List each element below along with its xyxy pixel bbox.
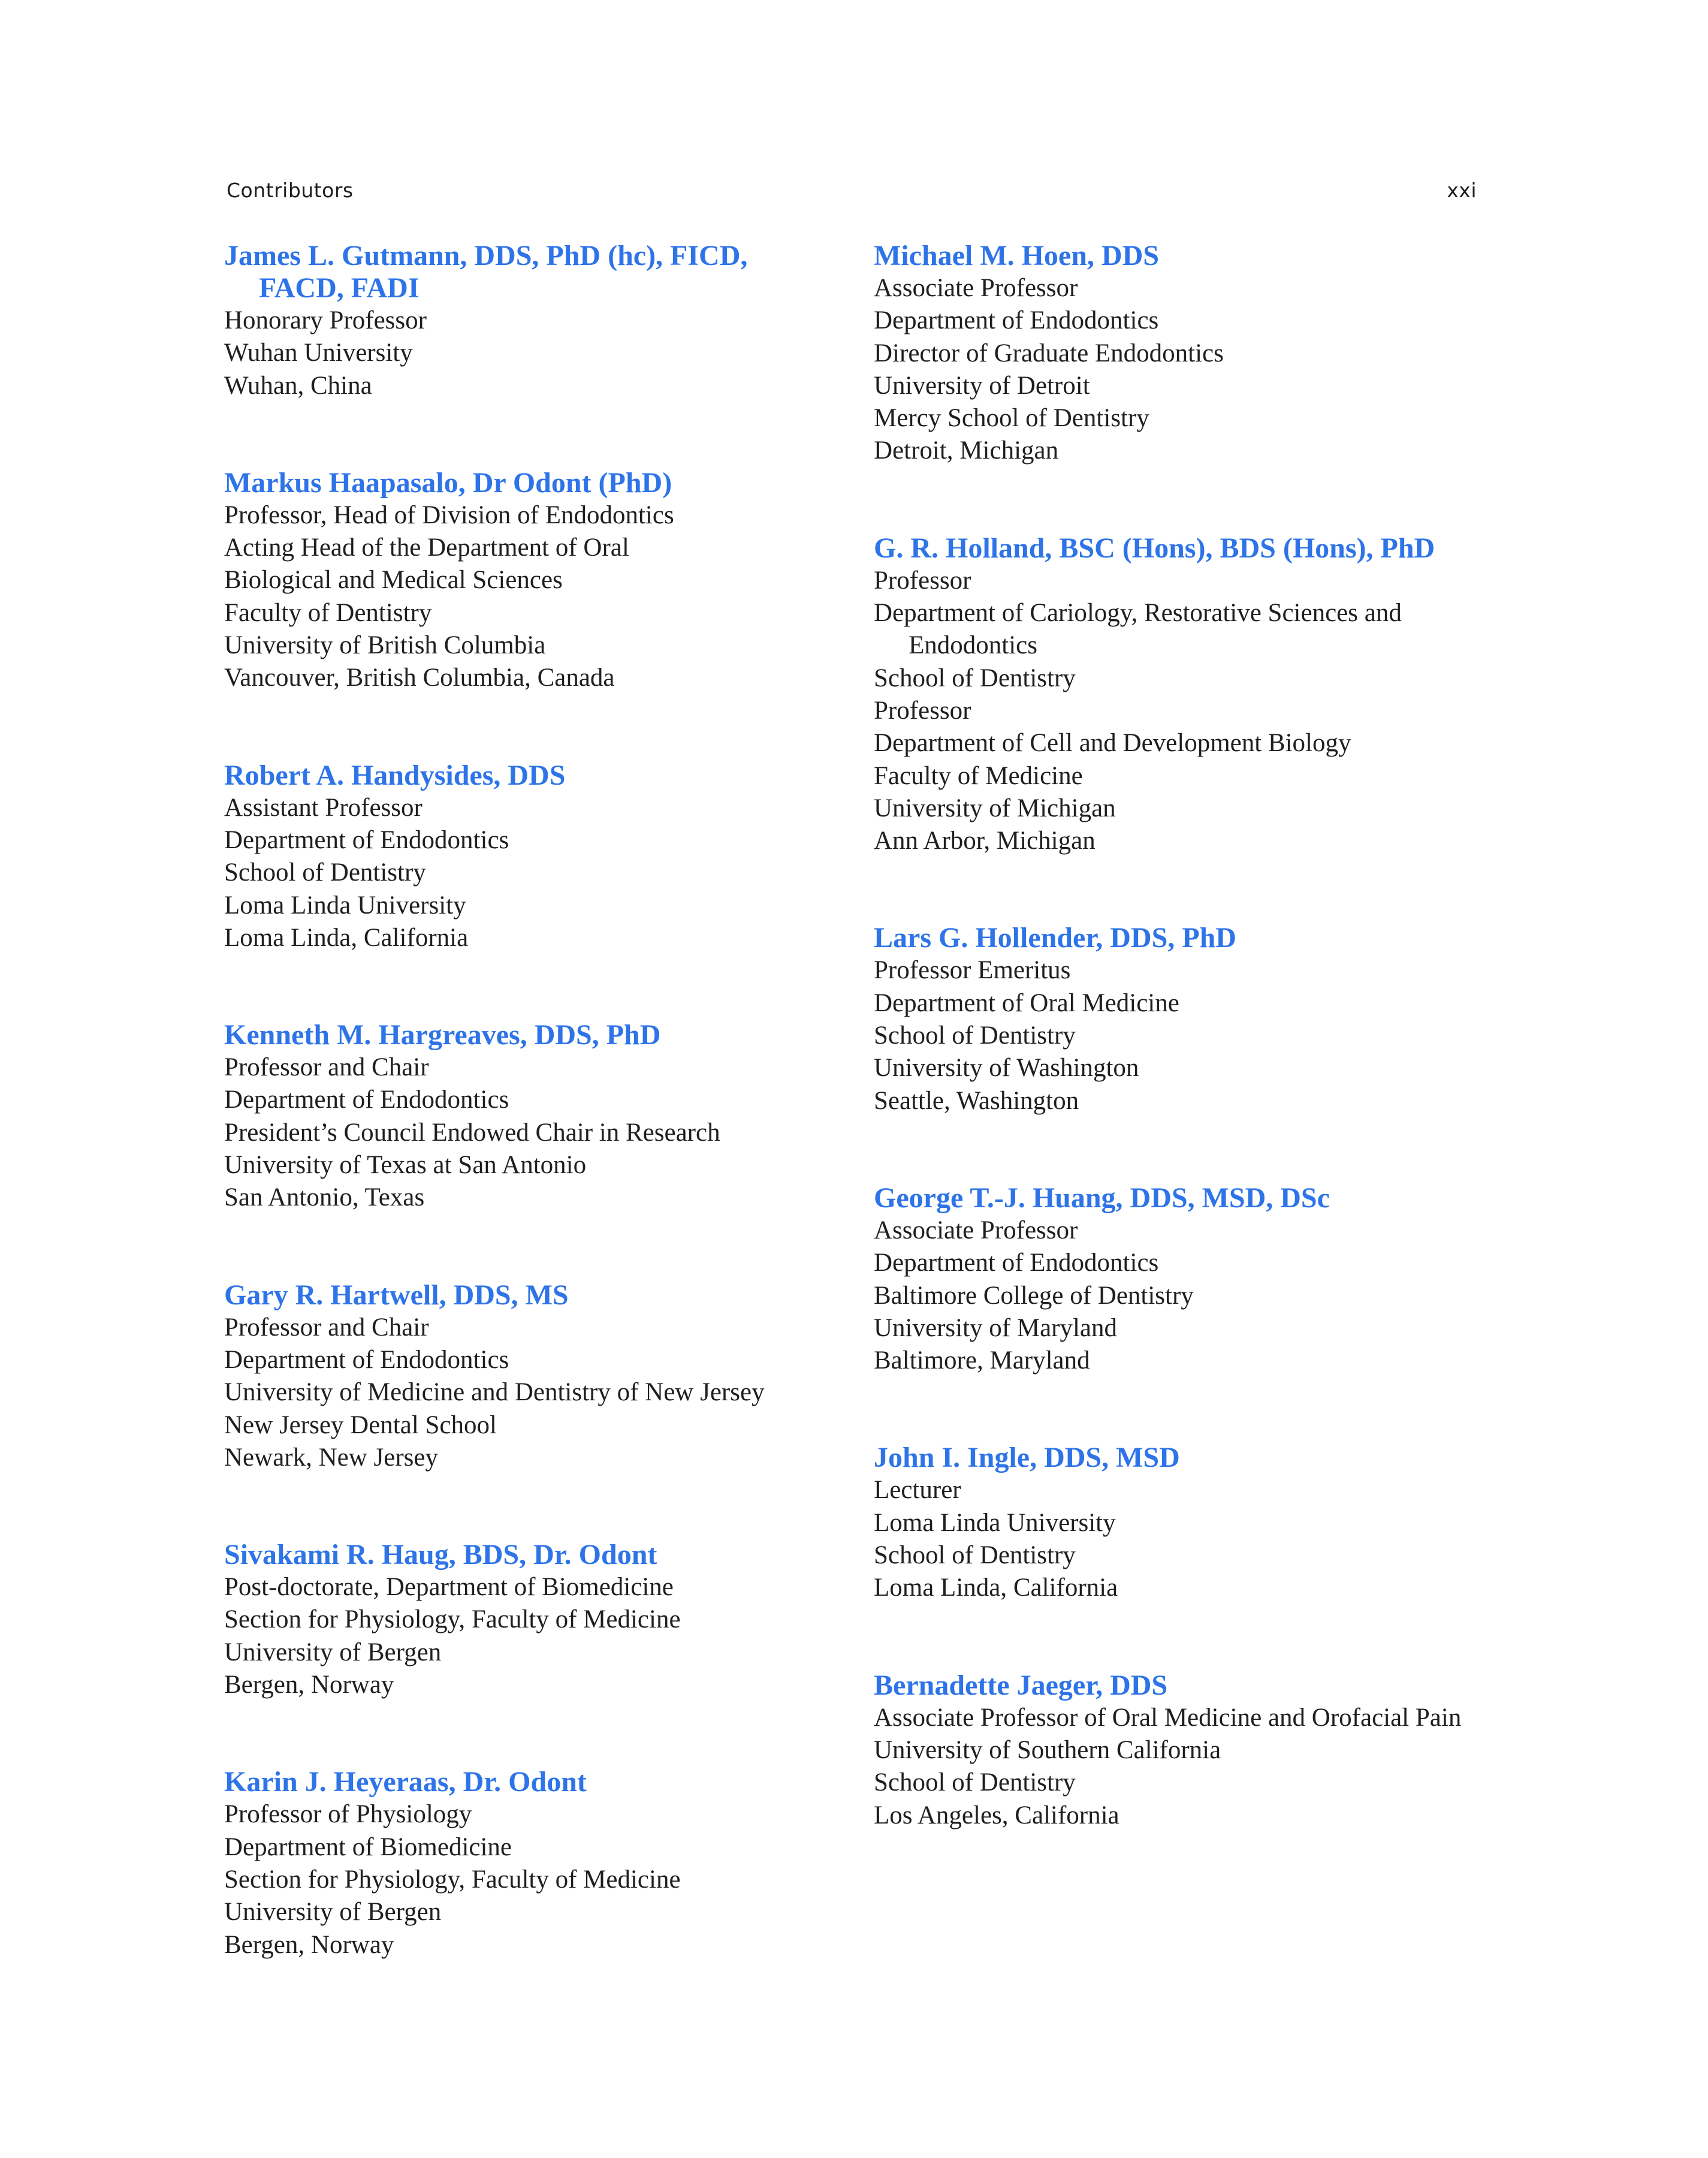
contributor-affiliation-line: Los Angeles, California [874, 1801, 1119, 1830]
contributor-affiliation-line: Professor [874, 696, 971, 725]
contributor-affiliation-line: Wuhan, China [224, 371, 372, 400]
page-number: xxi [1447, 179, 1477, 202]
contributor-affiliation-line: School of Dentistry [874, 1541, 1076, 1570]
contributor-entry [874, 532, 1509, 858]
contributor-affiliation-line: Professor Emeritus [874, 956, 1071, 985]
contributor-affiliation-line: Faculty of Dentistry [224, 598, 432, 627]
contributor-affiliation-line: Faculty of Medicine [874, 761, 1083, 790]
contributor-affiliation-line: Professor, Head of Division of Endodontics [224, 501, 674, 529]
contributor-affiliation-line: University of Michigan [874, 794, 1116, 822]
contributor-affiliation-line: Department of Oral Medicine [874, 988, 1179, 1017]
contributor-entry [224, 1279, 823, 1474]
contributor-affiliation-line: Department of Endodontics [224, 1345, 509, 1374]
contributor-affiliation-line: Loma Linda University [874, 1508, 1116, 1537]
contributor-affiliation-line: Associate Professor of Oral Medicine and Orofacial Pain [874, 1703, 1462, 1732]
contributor-affiliation-line: Professor [874, 566, 971, 595]
contributor-affiliation-line: San Antonio, Texas [224, 1183, 425, 1212]
contributor-affiliation-line: Loma Linda University [224, 891, 466, 920]
contributor-affiliation-line: Ann Arbor, Michigan [874, 827, 1096, 855]
contributor-entry [874, 1442, 1509, 1604]
contributor-affiliation-line: Bergen, Norway [224, 1671, 394, 1699]
contributors-left-column [224, 240, 823, 1961]
contributor-entry [874, 240, 1509, 468]
contributor-affiliation-line: New Jersey Dental School [224, 1410, 497, 1439]
contributor-affiliation-line: Professor of Physiology [224, 1800, 472, 1829]
contributor-name: Lars G. Hollender, DDS, PhD [874, 922, 1236, 954]
contributor-affiliation-line: Baltimore College of Dentistry [874, 1281, 1194, 1310]
contributor-affiliation-line: Vancouver, British Columbia, Canada [224, 664, 615, 692]
contributor-name: Gary R. Hartwell, DDS, MS [224, 1279, 569, 1311]
contributor-affiliation-line: Associate Professor [874, 1216, 1078, 1244]
contributor-affiliation-line: Department of Cell and Development Biology [874, 729, 1351, 758]
contributor-affiliation-line: Biological and Medical Sciences [224, 566, 563, 595]
contributor-affiliation-line: Loma Linda, California [224, 923, 469, 952]
contributor-affiliation-line: University of Bergen [224, 1638, 442, 1666]
contributor-affiliation-line: University of Detroit [874, 371, 1090, 400]
contributor-affiliation-line: Section for Physiology, Faculty of Medicine [224, 1605, 681, 1634]
contributor-affiliation-line: Lecturer [874, 1476, 961, 1505]
contributor-affiliation-line: School of Dentistry [224, 858, 426, 887]
contributor-name: Bernadette Jaeger, DDS [874, 1669, 1168, 1701]
contributor-affiliation-line: Director of Graduate Endodontics [874, 339, 1224, 367]
contributor-affiliation-line: University of Texas at San Antonio [224, 1151, 587, 1180]
contributor-affiliation-line: Section for Physiology, Faculty of Medicine [224, 1865, 681, 1894]
contributor-name: George T.-J. Huang, DDS, MSD, DSc [874, 1182, 1330, 1214]
contributor-affiliation-line: Detroit, Michigan [874, 436, 1059, 465]
contributor-affiliation-line: Department of Endodontics [874, 306, 1159, 335]
contributor-entry [224, 1019, 823, 1214]
contributor-affiliation-line: University of Washington [874, 1054, 1139, 1083]
contributor-name: Robert A. Handysides, DDS [224, 759, 566, 791]
contributor-affiliation-line: Department of Endodontics [224, 825, 509, 854]
contributor-affiliation-line: Wuhan University [224, 339, 413, 367]
contributor-affiliation-line: University of Maryland [874, 1313, 1118, 1342]
contributor-affiliation-line: Newark, New Jersey [224, 1443, 438, 1472]
contributor-entry [224, 467, 823, 695]
contributor-affiliation-line: Loma Linda, California [874, 1574, 1118, 1602]
contributor-name: Markus Haapasalo, Dr Odont (PhD) [224, 466, 672, 499]
contributor-affiliation-line: Baltimore, Maryland [874, 1346, 1090, 1375]
running-head-section: Contributors [227, 179, 354, 202]
contributor-affiliation-line: Honorary Professor [224, 306, 427, 334]
contributor-affiliation-line: Bergen, Norway [224, 1930, 394, 1959]
contributor-affiliation-line: School of Dentistry [874, 1768, 1076, 1797]
contributor-affiliation-line: Associate Professor [874, 274, 1078, 302]
contributor-entry [224, 1539, 823, 1701]
contributor-affiliation-line: Mercy School of Dentistry [874, 404, 1149, 433]
contributor-name: John I. Ingle, DDS, MSD [874, 1442, 1180, 1474]
contributor-affiliation-line: Post-doctorate, Department of Biomedicine [224, 1573, 674, 1602]
contributor-name: Kenneth M. Hargreaves, DDS, PhD [224, 1019, 661, 1051]
contributor-entry [874, 1669, 1509, 1832]
contributor-entry [224, 240, 823, 402]
contributor-entry [874, 1182, 1509, 1377]
contributor-affiliation-line: Professor and Chair [224, 1053, 429, 1082]
contributor-affiliation-line: Professor and Chair [224, 1313, 429, 1342]
contributor-affiliation-line: University of Bergen [224, 1898, 442, 1927]
contributor-affiliation-line: Department of Endodontics [874, 1249, 1159, 1277]
contributor-affiliation-line: Acting Head of the Department of Oral [224, 534, 629, 562]
contributor-affiliation-line: Assistant Professor [224, 793, 423, 822]
contributors-right-column [874, 240, 1509, 1832]
contributor-affiliation-line: School of Dentistry [874, 1021, 1076, 1050]
contributor-entry [224, 759, 823, 954]
contributor-affiliation-line: Seattle, Washington [874, 1086, 1079, 1115]
contributor-affiliation-line: Department of Cariology, Restorative Sciences and Endodontics [874, 599, 1402, 660]
contributor-name: Michael M. Hoen, DDS [874, 240, 1159, 272]
contributor-affiliation-line: Department of Biomedicine [224, 1833, 512, 1861]
contributor-affiliation-line: School of Dentistry [874, 664, 1076, 692]
contributor-affiliation-line: Department of Endodontics [224, 1086, 509, 1114]
contributor-name: G. R. Holland, BSC (Hons), BDS (Hons), PhD [874, 532, 1435, 564]
contributor-name: Sivakami R. Haug, BDS, Dr. Odont [224, 1539, 657, 1571]
contributor-name: James L. Gutmann, DDS, PhD (hc), FICD, FACD, FADI [224, 240, 748, 304]
contributor-affiliation-line: University of Medicine and Dentistry of New Jersey [224, 1378, 765, 1407]
contributor-entry [224, 1766, 823, 1961]
contributor-affiliation-line: University of Southern California [874, 1735, 1221, 1764]
contributor-affiliation-line: University of British Columbia [224, 631, 546, 660]
contributor-name: Karin J. Heyeraas, Dr. Odont [224, 1766, 587, 1798]
contributor-entry [874, 922, 1509, 1117]
contributor-affiliation-line: President’s Council Endowed Chair in Research [224, 1118, 720, 1147]
